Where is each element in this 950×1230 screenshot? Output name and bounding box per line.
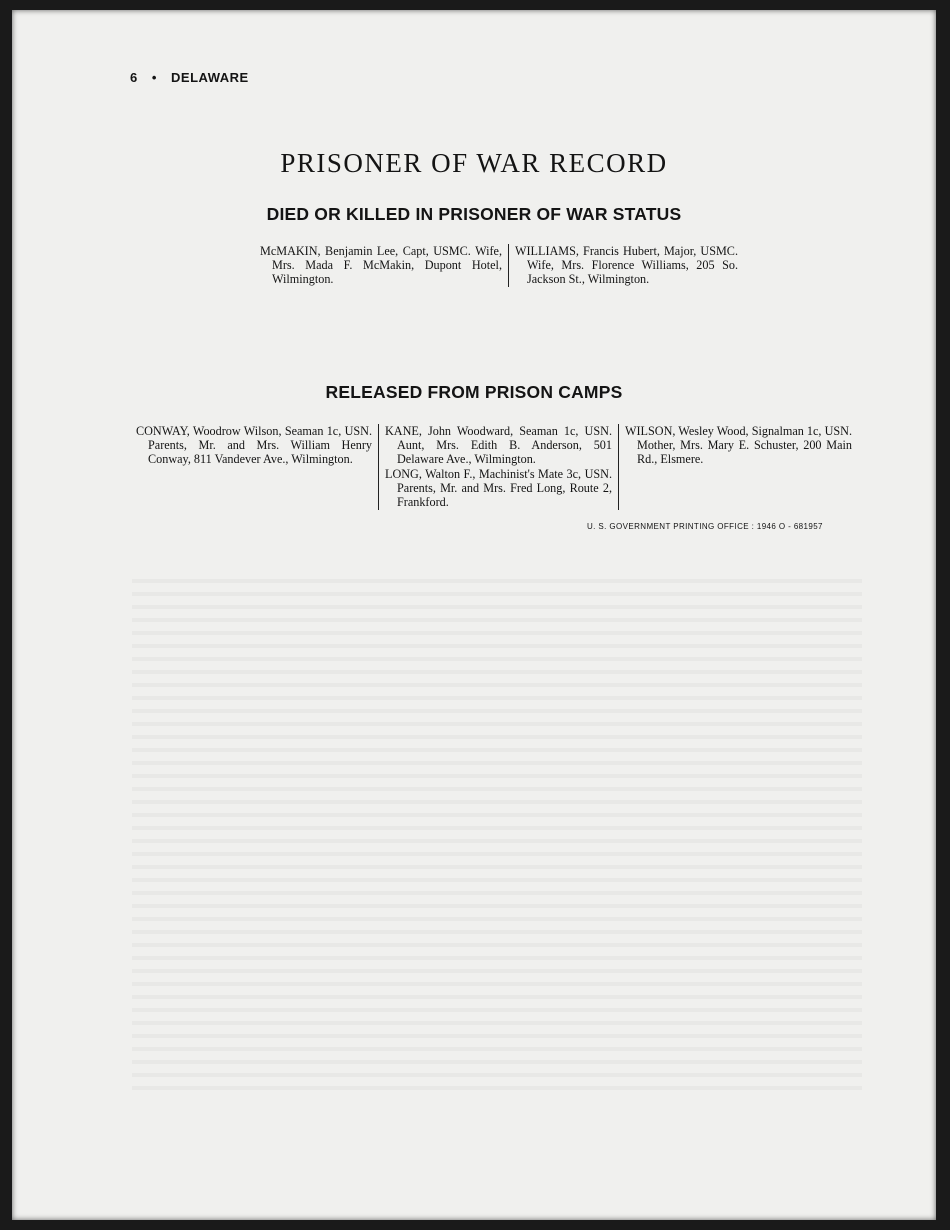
state-name: DELAWARE [171, 70, 249, 85]
released-entry: WILSON, Wesley Wood, Signalman 1c, USN. Mother, Mrs. Mary E. Schuster, 200 Main Rd., Elsmere. [625, 424, 852, 466]
header-bullet: • [151, 70, 157, 85]
died-entry: WILLIAMS, Francis Hubert, Major, USMC. Wife, Mrs. Florence Williams, 205 So. Jackson St., Wilmington. [515, 244, 738, 286]
released-entry: KANE, John Woodward, Seaman 1c, USN. Aunt, Mrs. Edith B. Anderson, 501 Delaware Ave., Wilmington. [385, 424, 612, 466]
died-column-2 [508, 244, 744, 287]
released-column-3 [618, 424, 858, 510]
page-title: PRISONER OF WAR RECORD [280, 148, 668, 178]
died-entry: McMAKIN, Benjamin Lee, Capt, USMC. Wife, Mrs. Mada F. McMakin, Dupont Hotel, Wilmington. [260, 244, 502, 286]
died-entries [254, 244, 744, 287]
page-header [130, 70, 249, 85]
released-entries [130, 424, 858, 510]
released-entry: CONWAY, Woodrow Wilson, Seaman 1c, USN. Parents, Mr. and Mrs. William Henry Conway, 811 Vandever Ave., Wilmington. [136, 424, 372, 466]
released-column-1 [130, 424, 378, 510]
page-number: 6 [130, 70, 138, 85]
printing-office-footer: U. S. GOVERNMENT PRINTING OFFICE : 1946 O - 681957 [587, 522, 823, 531]
died-section-heading: DIED OR KILLED IN PRISONER OF WAR STATUS [266, 204, 682, 224]
document-page [12, 10, 936, 1220]
bleed-through-texture [132, 570, 862, 1090]
released-column-2 [378, 424, 618, 510]
died-column-1 [254, 244, 508, 287]
released-entry: LONG, Walton F., Machinist's Mate 3c, USN. Parents, Mr. and Mrs. Fred Long, Route 2, Frankford. [385, 467, 612, 509]
released-section-heading: RELEASED FROM PRISON CAMPS [325, 382, 623, 402]
